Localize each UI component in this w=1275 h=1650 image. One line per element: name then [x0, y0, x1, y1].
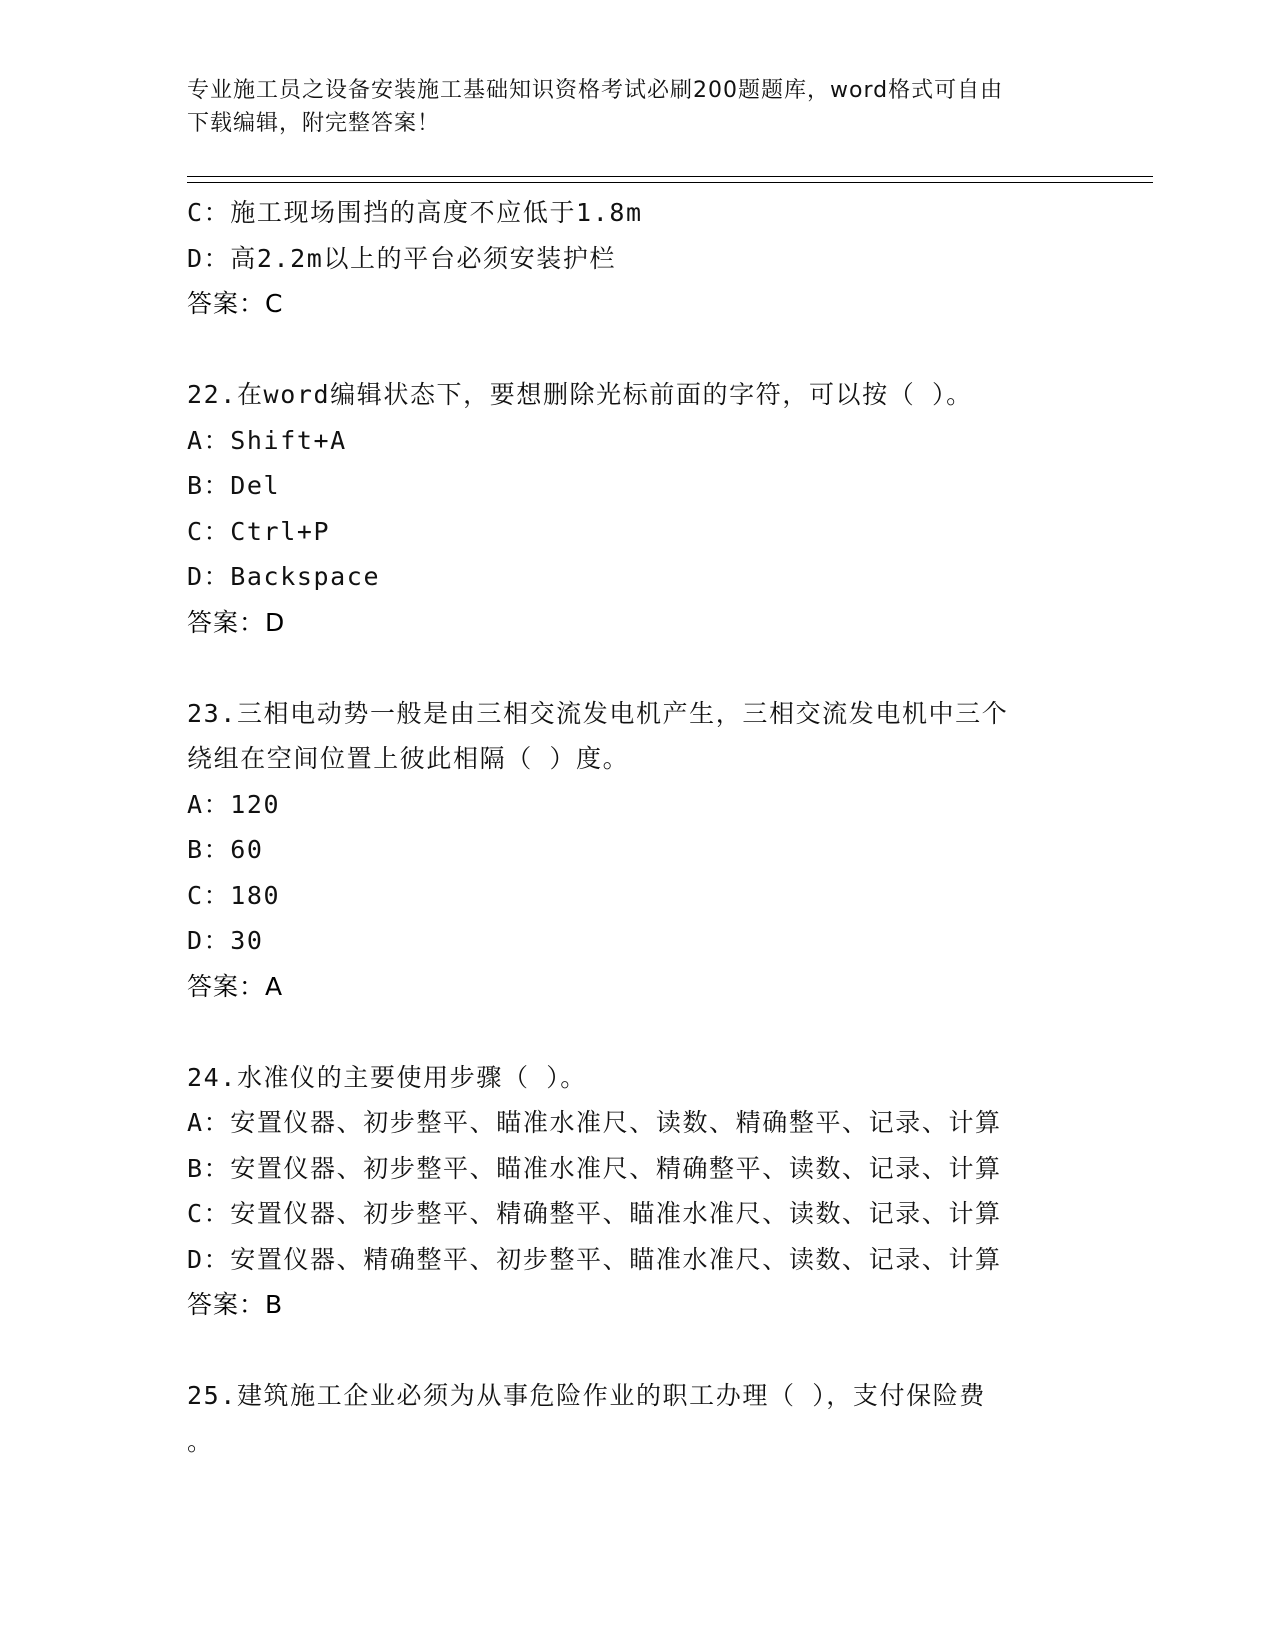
- option-c: C：施工现场围挡的高度不应低于1.8m: [187, 198, 643, 227]
- question-21-tail: [187, 190, 1147, 327]
- answer-line: 答案：C: [187, 289, 284, 318]
- spacer: [187, 327, 1147, 373]
- question-24: [187, 1055, 1147, 1328]
- header-rule-top: [187, 176, 1153, 177]
- question-25: [187, 1373, 1147, 1464]
- question-text-line-1: 23.三相电动势一般是由三相交流发电机产生，三相交流发电机中三个: [187, 698, 1009, 728]
- option-a: A：Shift+A: [187, 425, 347, 455]
- page-header: [187, 74, 1087, 140]
- option-c: C：安置仪器、初步整平、精确整平、瞄准水准尺、读数、记录、计算: [187, 1199, 1002, 1228]
- header-rule-bottom: [187, 182, 1153, 183]
- spacer: [187, 645, 1147, 691]
- question-text-line-1: 25.建筑施工企业必须为从事危险作业的职工办理（ ），支付保险费: [187, 1381, 986, 1410]
- option-d: D：高2.2m以上的平台必须安装护栏: [187, 243, 617, 273]
- question-22: [187, 372, 1147, 645]
- answer-line: 答案：A: [187, 971, 284, 1001]
- option-c: C：180: [187, 880, 281, 910]
- question-23: [187, 691, 1147, 1010]
- question-text-line-2: 。: [187, 1426, 214, 1456]
- option-d: D：Backspace: [187, 562, 381, 591]
- question-text: 22.在word编辑状态下，要想删除光标前面的字符，可以按（ ）。: [187, 380, 973, 409]
- answer-line: 答案：B: [187, 1290, 284, 1319]
- question-text: 24.水准仪的主要使用步骤（ ）。: [187, 1062, 587, 1092]
- question-list: [187, 190, 1147, 1464]
- spacer: [187, 1328, 1147, 1374]
- option-d: D：30: [187, 926, 264, 955]
- option-a: A：120: [187, 789, 281, 819]
- option-a: A：安置仪器、初步整平、瞄准水准尺、读数、精确整平、记录、计算: [187, 1108, 1002, 1137]
- option-b: B：60: [187, 835, 264, 864]
- answer-line: 答案：D: [187, 607, 286, 637]
- question-text-line-2: 绕组在空间位置上彼此相隔（ ）度。: [187, 744, 630, 773]
- option-c: C：Ctrl+P: [187, 516, 331, 546]
- option-b: B：安置仪器、初步整平、瞄准水准尺、精确整平、读数、记录、计算: [187, 1153, 1002, 1183]
- option-d: D：安置仪器、精确整平、初步整平、瞄准水准尺、读数、记录、计算: [187, 1244, 1002, 1274]
- option-b: B：Del: [187, 471, 281, 500]
- header-line-1: 专业施工员之设备安装施工基础知识资格考试必刷200题题库，word格式可自由: [187, 78, 1004, 103]
- spacer: [187, 1009, 1147, 1055]
- header-line-2: 下载编辑，附完整答案！: [187, 111, 441, 136]
